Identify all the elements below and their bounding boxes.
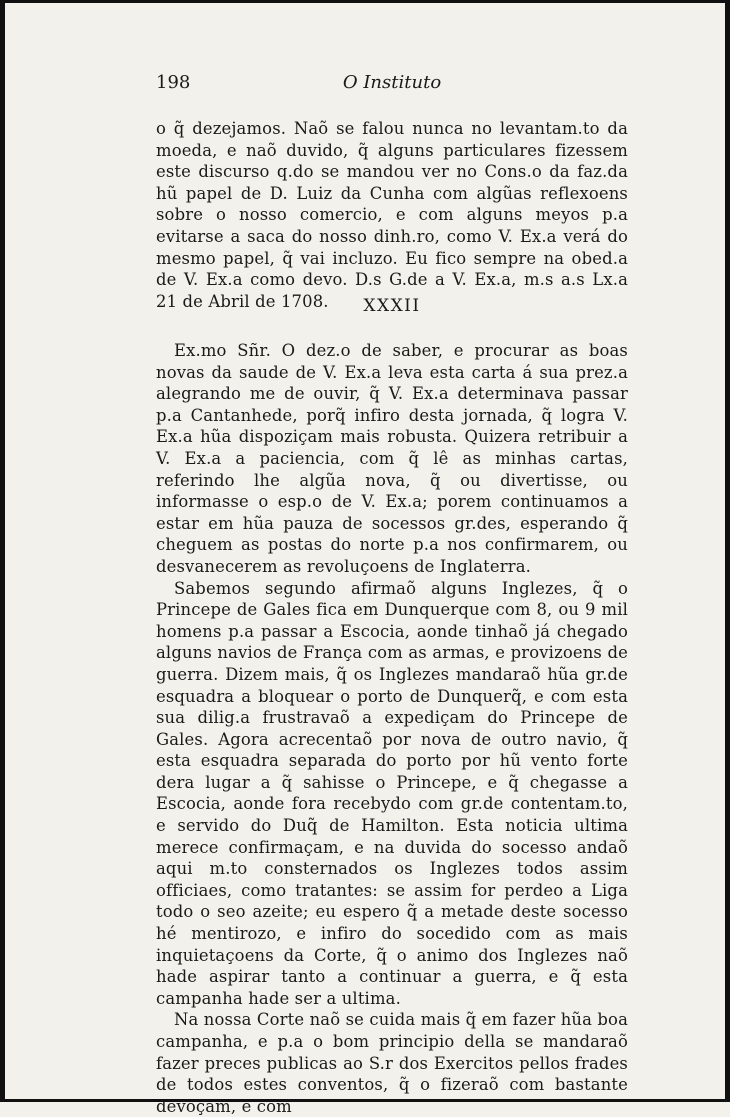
page-number: 198 <box>156 72 191 93</box>
letter-paragraph: Ex.mo Sñr. O dez.o de saber, e procurar as boas novas da saude de V. Ex.a leva esta carta á sua prez.a alegrando me de ouvir, q̃ V. Ex.a determinava passar p.a Cantanhede, porq̃ infiro desta jornada, q̃ logra V. Ex.a hũa dispoziçam mais robusta. Quizera retribuir a V. Ex.a a paciencia, com q̃ lê as minhas cartas, referindo lhe algũa nova, q̃ ou divertisse, ou informasse o esp.o de V. Ex.a; porem continuamos a estar em hũa pauza de socessos gr.des, esperando q̃ cheguem as postas do norte p.a nos confirmarem, ou desvanecerem as revoluçoens de Inglaterra. <box>156 341 628 576</box>
letter-paragraph: Na nossa Corte naõ se cuida mais q̃ em fazer hũa boa campanha, e p.a o bom principio della se mandaraõ fazer preces publicas ao S.r dos Exercitos pellos frades de todos estes conventos, q̃ o fizeraõ com bastante devoçam, e com <box>156 1010 628 1116</box>
running-head <box>156 72 628 102</box>
letter-body <box>156 340 628 1117</box>
letter-paragraph: Sabemos segundo afirmaõ alguns Inglezes, q̃ o Princepe de Gales fica em Dunquerque com 8, ou 9 mil homens p.a passar a Escocia, aonde tinhaõ já chegado alguns navios de França com as armas, e provizoens de guerra. Dizem mais, q̃ os Inglezes mandaraõ hũa gr.de esquadra a bloquear o porto de Dunquerq̃, e com esta sua dilig.a frustravaõ a expediçam do Princepe de Gales. Agora acrecentaõ por nova de outro navio, q̃ esta esquadra separada do porto por hũ vento forte dera lugar a q̃ sahisse o Princepe, e q̃ chegasse a Escocia, aonde fora recebydo com gr.de contentam.to, e servido do Duq̃ de Hamilton. Esta noticia ultima merece confirmaçam, e na duvida do socesso andaõ aqui m.to consternados os Inglezes todos assim officiaes, como tratantes: se assim for perdeo a Liga todo o seo azeite; eu espero q̃ a metade deste socesso hé mentirozo, e infiro do socedido com as mais inquietaçoens da Corte, q̃ o animo dos Inglezes naõ hade aspirar tanto a continuar a guerra, e q̃ esta campanha hade ser a ultima. <box>156 578 628 1008</box>
running-title: O Instituto <box>342 72 442 93</box>
section-heading: XXXII <box>363 296 421 316</box>
previous-letter-ending <box>156 118 628 312</box>
letter-closing-paragraph: o q̃ dezejamos. Naõ se falou nunca no levantam.to da moeda, e naõ duvido, q̃ alguns particulares fizessem este discurso q.do se mandou ver no Cons.o da faz.da hũ papel de D. Luiz da Cunha com algũas reflexoens sobre o nosso comercio, e com alguns meyos p.a evitarse a saca do nosso dinh.ro, como V. Ex.a verá do mesmo papel, q̃ vai incluzo. Eu fico sempre na obed.a de V. Ex.a como devo. D.s G.de a V. Ex.a, m.s a.s Lx.a 21 de Abril de 1708. <box>156 119 628 311</box>
